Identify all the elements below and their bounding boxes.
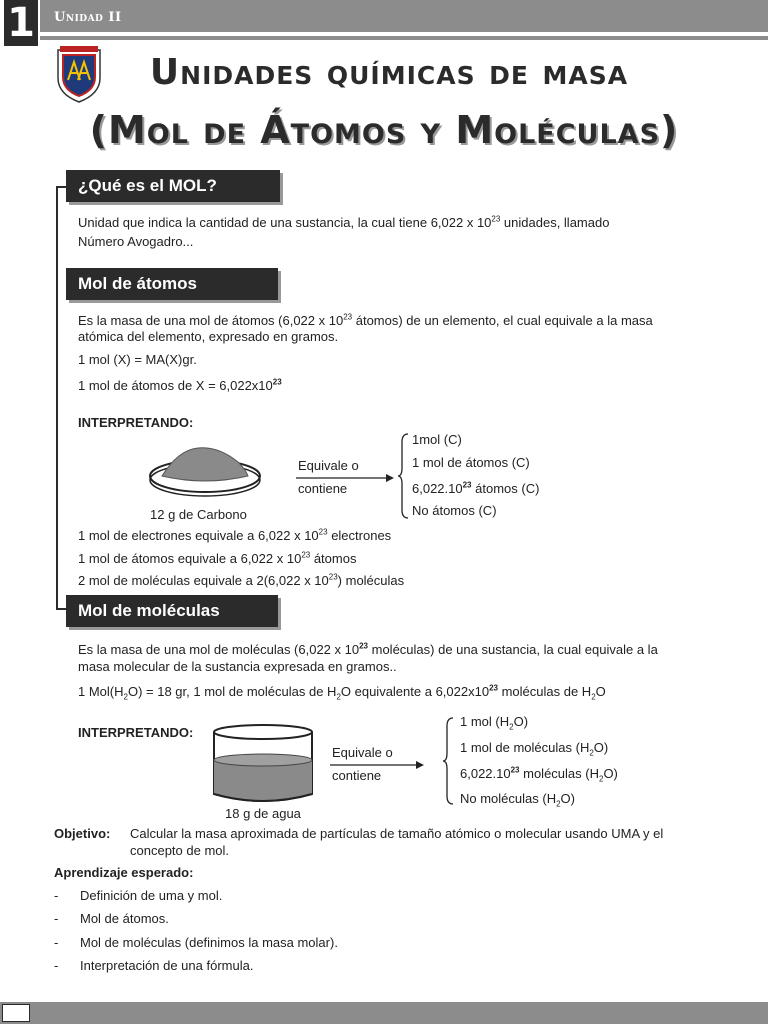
aprendizaje-label: Aprendizaje esperado:: [54, 865, 194, 880]
text-part: átomos (C): [471, 481, 540, 496]
exponent: 23: [491, 214, 501, 224]
contiene-label-2: contiene: [332, 768, 382, 783]
list-item: [54, 935, 338, 951]
curly-brace-icon: [398, 432, 410, 520]
subscript: 2: [556, 799, 561, 809]
bullet: -: [54, 958, 59, 973]
carbon-caption: 12 g de Carbono: [150, 507, 247, 522]
option-mol-atomos-c: 1 mol de átomos (C): [412, 455, 530, 470]
option-avogadro-moleculas-h2o: [460, 766, 618, 782]
text-part: O): [560, 791, 575, 806]
option-mol-moleculas-h2o: [460, 740, 608, 756]
objetivo-label: Objetivo:: [54, 826, 111, 841]
text-part: 1 mol de moléculas (H: [460, 740, 590, 755]
text-part: O) = 18 gr, 1 mol de moléculas de H: [127, 684, 337, 699]
contiene-label-1: contiene: [298, 481, 348, 496]
subscript: 2: [336, 692, 341, 702]
text-part: átomos) de un elemento, el cual equivale a la masa: [352, 313, 653, 328]
text-part: Es la masa de una mol de moléculas (6,022 x 10: [78, 642, 360, 657]
text-part: moléculas de H: [497, 684, 592, 699]
water-caption: 18 g de agua: [225, 806, 301, 821]
exponent: 23: [343, 312, 353, 322]
list-item: [78, 528, 391, 544]
curly-brace-icon: [443, 716, 455, 806]
section-heading-que-es-mol: ¿Qué es el MOL?: [66, 170, 280, 202]
text-part: Unidad que indica la cantidad de una sustancia, la cual tiene 6,022 x 10: [78, 215, 492, 230]
text-part: 6,022.10: [460, 766, 511, 781]
page-title-line2: (Mol de Átomos y Moléculas): [89, 108, 679, 152]
exponent: 23: [328, 572, 338, 582]
subscript: 2: [589, 748, 594, 758]
exponent: 23: [510, 765, 520, 775]
exponent: 23: [359, 641, 369, 651]
exponent: 23: [318, 527, 328, 537]
text-part: O): [603, 766, 618, 781]
text-part: O equivalente a 6,022x10: [340, 684, 490, 699]
unit-number-box: [0, 0, 40, 50]
mol-atomos-equation-1: 1 mol (X) = MA(X)gr.: [78, 352, 197, 367]
unit-number: 1: [4, 0, 38, 46]
list-item: [54, 888, 222, 904]
subscript: 2: [598, 774, 604, 784]
bullet: -: [54, 888, 59, 903]
section-tree-line: [56, 186, 58, 610]
text-part: electrones: [327, 528, 392, 543]
option-no-atomos-c: No átomos (C): [412, 503, 497, 518]
page-number-box: [2, 1004, 30, 1022]
mol-moleculas-paragraph-line2: masa molecular de la sustancia expresada en gramos..: [78, 659, 397, 674]
arrow-right-icon: [330, 759, 426, 771]
text-part: moléculas) de una sustancia, la cual equivale a la: [368, 642, 658, 657]
equivale-label-1: Equivale o: [298, 458, 359, 473]
list-item: [54, 911, 169, 927]
text-part: unidades, llamado: [500, 215, 610, 230]
text-part: moléculas (H: [519, 766, 599, 781]
text-part: O): [513, 714, 529, 729]
text-part: Mol de moléculas (definimos la masa molar).: [80, 935, 338, 950]
text-part: Mol de átomos.: [80, 911, 169, 926]
water-container-illustration: [210, 722, 316, 806]
option-avogadro-atomos-c: [412, 481, 539, 497]
exponent: 23: [272, 377, 282, 387]
objetivo-text-line1: Calcular la masa aproximada de partículas de tamaño atómico o molecular usando UMA y el: [130, 826, 664, 841]
option-1mol-c: 1mol (C): [412, 432, 462, 447]
section-heading-mol-atomos: Mol de átomos: [66, 268, 278, 300]
arrow-right-icon: [296, 472, 396, 484]
unit-label: Unidad II: [54, 10, 122, 25]
option-no-moleculas-h2o: [460, 791, 575, 807]
subscript: 2: [123, 692, 128, 702]
section-heading-mol-moleculas: Mol de moléculas: [66, 595, 278, 627]
objetivo-text-line2: concepto de mol.: [130, 843, 230, 858]
exponent: 23: [301, 550, 311, 560]
list-item: [54, 958, 253, 974]
text-part: O): [593, 740, 609, 755]
text-part: 2 mol de moléculas equivale a 2(6,022 x 10: [78, 573, 329, 588]
text-part: 1 mol de electrones equivale a 6,022 x 10: [78, 528, 319, 543]
list-item: [78, 573, 404, 589]
bullet: -: [54, 911, 59, 926]
mol-atomos-paragraph-line2: atómica del elemento, expresado en gramos.: [78, 329, 339, 344]
subscript: 2: [509, 722, 514, 732]
text-part: O: [595, 684, 606, 699]
subscript: 2: [591, 692, 596, 702]
interpretando-label-atomos: INTERPRETANDO:: [78, 415, 194, 430]
mol-atomos-equation-2: [78, 378, 282, 394]
text-part: Es la masa de una mol de átomos (6,022 x 10: [78, 313, 344, 328]
footer-bar: [0, 1002, 768, 1024]
text-part: Interpretación de una fórmula.: [80, 958, 254, 973]
text-part: átomos: [310, 551, 357, 566]
text-part: 1 mol de átomos equivale a 6,022 x 10: [78, 551, 302, 566]
text-part: 6,022.10: [412, 481, 463, 496]
text-part: Definición de uma y mol.: [80, 888, 223, 903]
option-1mol-h2o: [460, 714, 528, 730]
text-part: 1 mol de átomos de X = 6,022x10: [78, 378, 273, 393]
que-es-mol-text: [78, 215, 678, 231]
exponent: 23: [462, 480, 472, 490]
list-item: [78, 551, 356, 567]
header-underline: [40, 36, 768, 40]
exponent: 23: [489, 683, 498, 693]
text-part: ) moléculas: [337, 573, 405, 588]
bullet: -: [54, 935, 59, 950]
equivale-label-2: Equivale o: [332, 745, 393, 760]
page-title-line1: Unidades químicas de masa: [149, 52, 629, 93]
carbon-pile-illustration: [148, 442, 262, 500]
mol-moleculas-equation: [78, 684, 738, 700]
mol-moleculas-paragraph: [78, 642, 718, 658]
text-part: No moléculas (H: [460, 791, 557, 806]
text-part: 1 Mol(H: [78, 684, 124, 699]
que-es-mol-text-line2: Número Avogadro...: [78, 234, 194, 249]
interpretando-label-moleculas: INTERPRETANDO:: [78, 725, 194, 740]
mol-atomos-paragraph: [78, 313, 698, 329]
text-part: 1 mol (H: [460, 714, 510, 729]
